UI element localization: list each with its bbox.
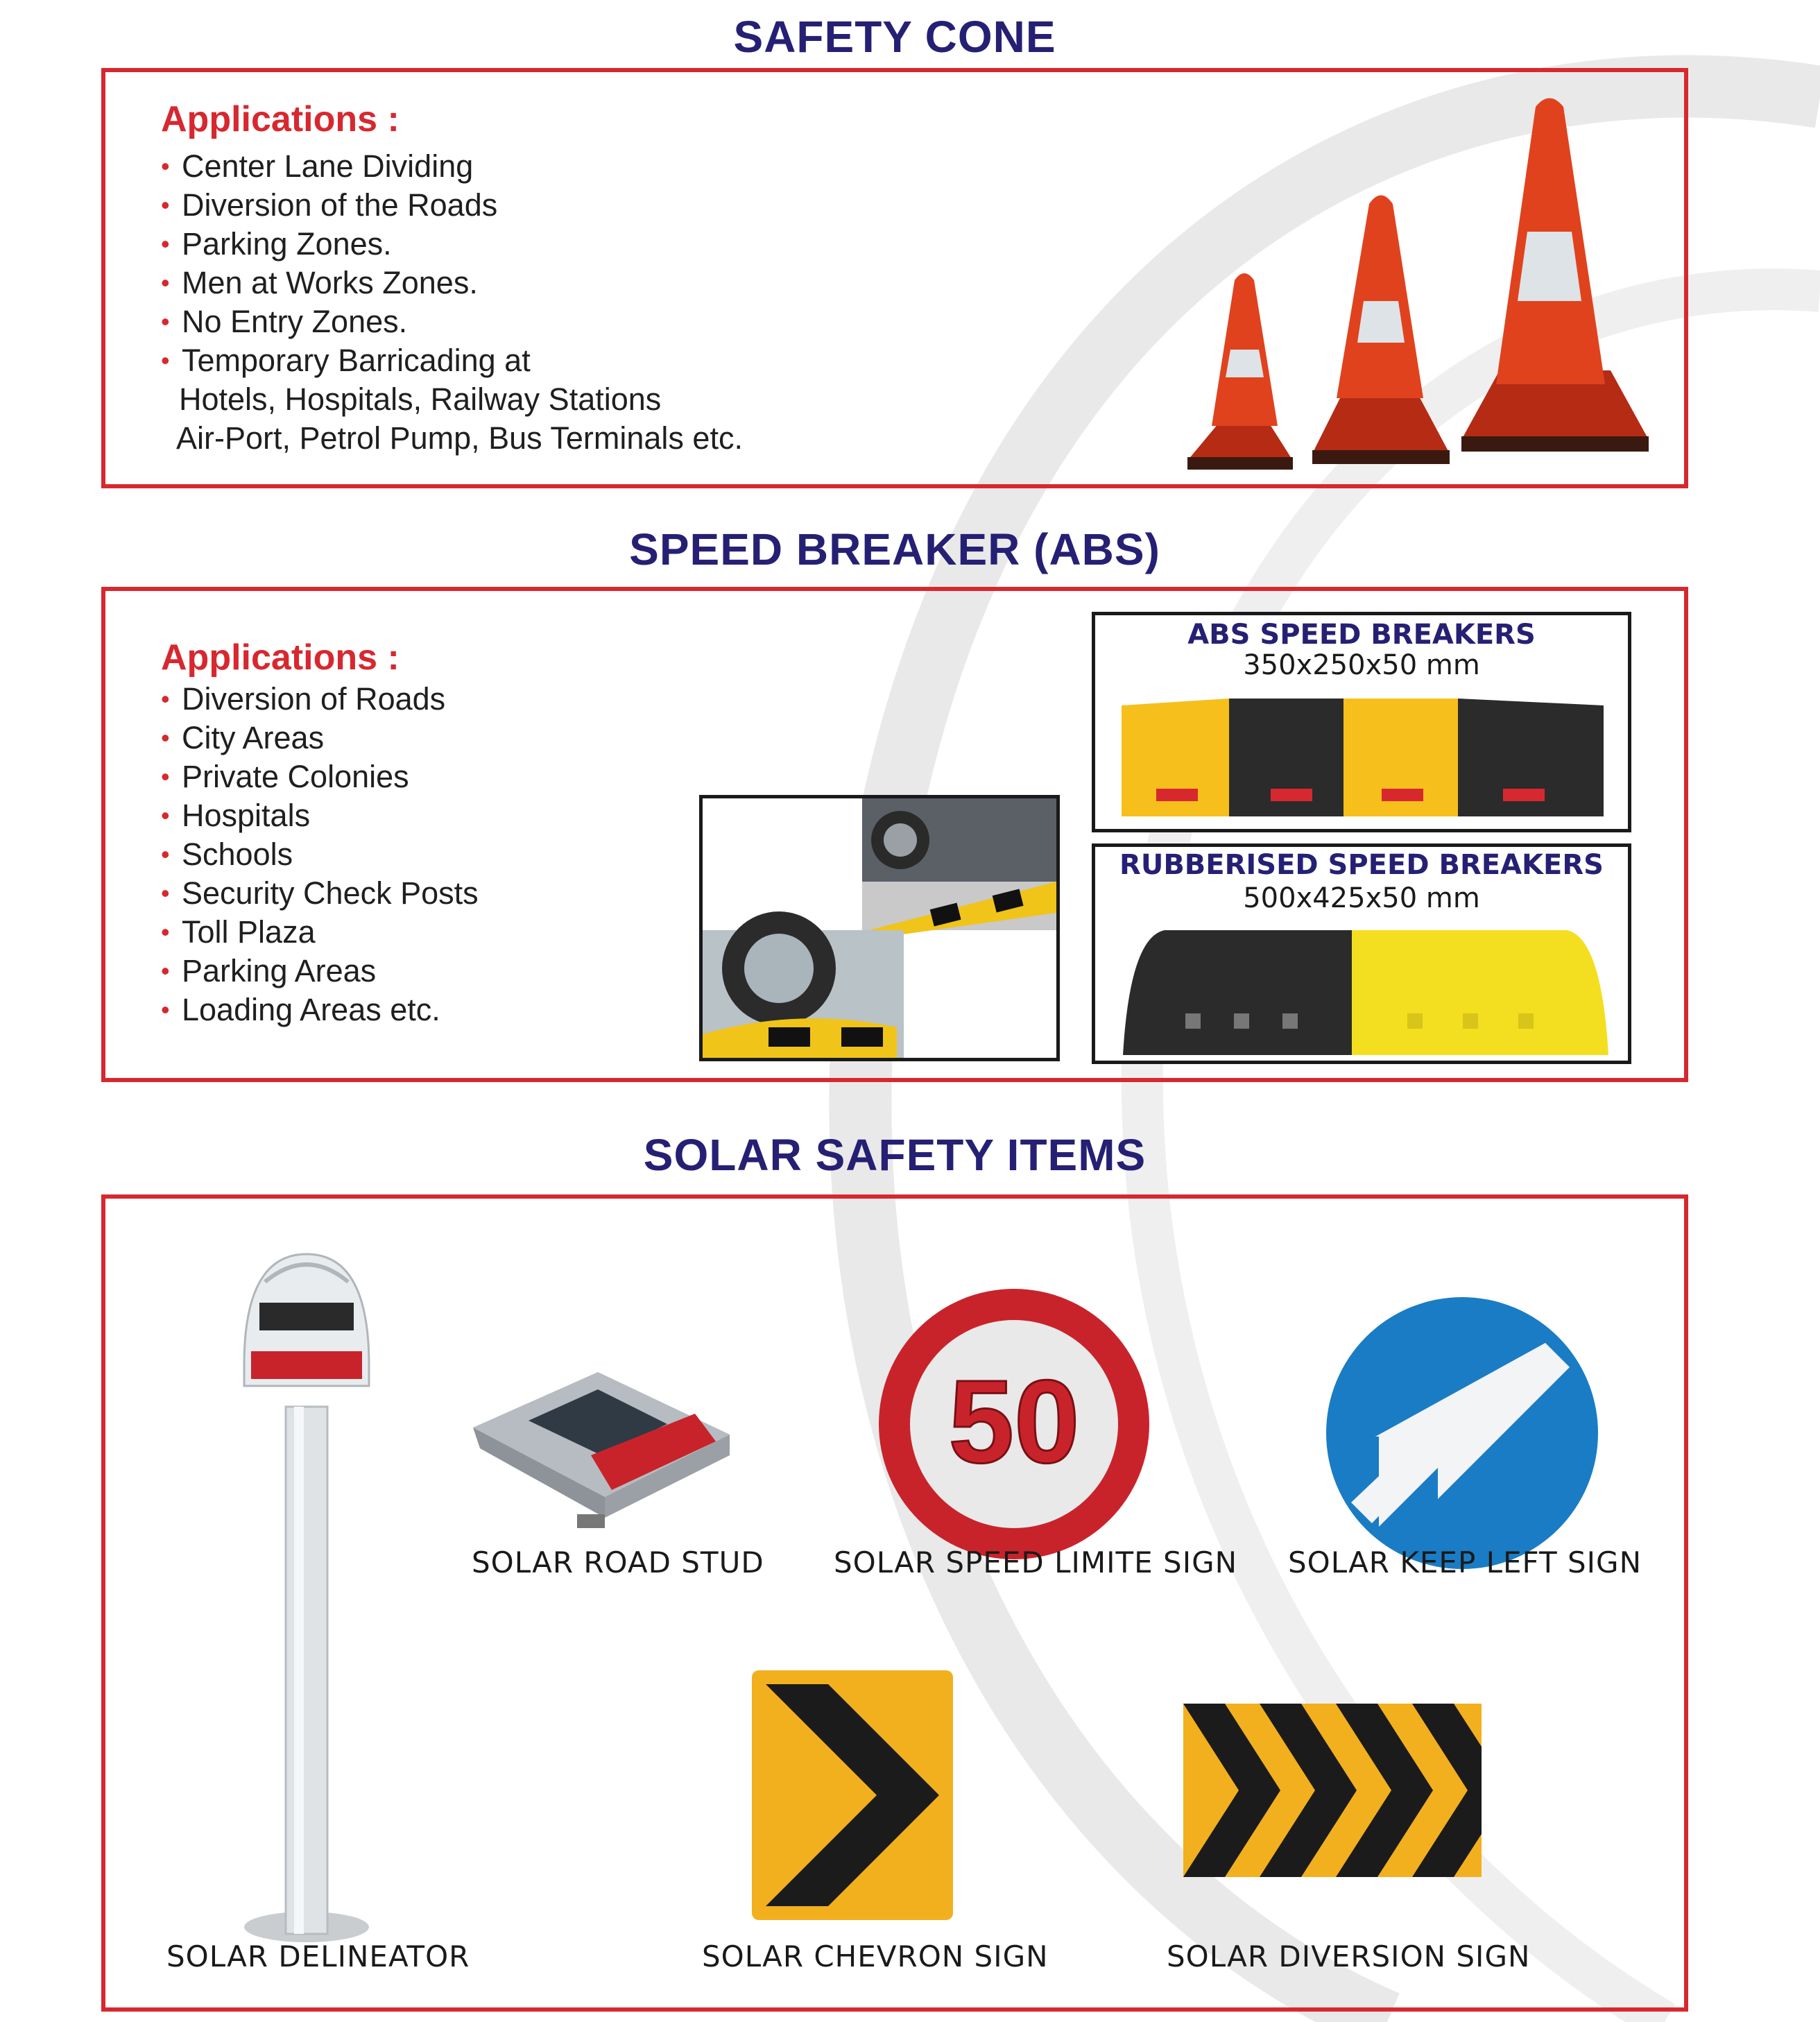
speed-breaker-photo [699, 795, 1060, 1061]
section-title-speed-breaker: SPEED BREAKER (ABS) [629, 524, 1160, 574]
breaker-applications-list [161, 680, 479, 1029]
speed-breaker-panel [101, 587, 1688, 1082]
abs-speed-breaker-box [1092, 612, 1631, 832]
rubber-speed-breaker-name: RUBBERISED SPEED BREAKERS [1119, 849, 1604, 881]
rubber-speed-breaker-size: 500x425x50 mm [1243, 882, 1480, 914]
list-item: • Temporary Barricading at [161, 343, 531, 378]
list-item-continuation: Air-Port, Petrol Pump, Bus Terminals etc. [176, 420, 743, 456]
solar-chevron-image [752, 1670, 953, 1920]
abs-speed-breaker-image [1108, 685, 1614, 823]
section-title-solar-safety: SOLAR SAFETY ITEMS [643, 1130, 1147, 1180]
small-cone-icon [1187, 273, 1293, 470]
solar-keep-left-caption: SOLAR KEEP LEFT SIGN [1287, 1545, 1642, 1579]
list-item: • Diversion of the Roads [161, 187, 498, 223]
solar-chevron-caption: SOLAR CHEVRON SIGN [702, 1939, 1049, 1973]
solar-diversion-caption: SOLAR DIVERSION SIGN [1167, 1939, 1531, 1973]
list-item: • Men at Works Zones. [161, 265, 478, 300]
medium-cone-icon [1312, 196, 1450, 465]
solar-safety-panel [101, 1194, 1688, 2012]
list-item: • Parking Zones. [161, 226, 392, 262]
abs-speed-breaker-name: ABS SPEED BREAKERS [1187, 619, 1536, 651]
abs-speed-breaker-size: 350x250x50 mm [1243, 649, 1480, 681]
solar-keep-left-image [1323, 1294, 1601, 1572]
solar-speed-limit-caption: SOLAR SPEED LIMITE SIGN [834, 1545, 1238, 1579]
list-item-continuation: Hotels, Hospitals, Railway Stations [179, 382, 662, 417]
list-item: • Loading Areas etc. [161, 992, 440, 1027]
cone-applications-list [161, 147, 743, 458]
list-item: • Parking Areas [161, 953, 377, 988]
rubber-speed-breaker-image [1123, 916, 1608, 1062]
solar-speed-limit-image [875, 1285, 1153, 1563]
list-item: • Security Check Posts [161, 875, 479, 911]
applications-heading: Applications : [161, 99, 400, 139]
safety-cones-image [1111, 93, 1680, 495]
list-item: • Center Lane Dividing [161, 148, 474, 184]
solar-delineator-image [216, 1226, 397, 1955]
list-item: • Private Colonies [161, 759, 409, 794]
list-item: • Toll Plaza [161, 914, 316, 950]
large-cone-icon [1461, 98, 1649, 452]
solar-road-stud-image [466, 1358, 737, 1532]
solar-road-stud-caption: SOLAR ROAD STUD [472, 1545, 764, 1579]
rubber-speed-breaker-box [1092, 843, 1631, 1064]
section-title-safety-cone: SAFETY CONE [733, 12, 1056, 62]
solar-delineator-caption: SOLAR DELINEATOR [166, 1939, 470, 1973]
applications-heading: Applications : [161, 637, 400, 678]
list-item: • Hospitals [161, 798, 311, 833]
list-item: • Diversion of Roads [161, 681, 446, 717]
list-item: • No Entry Zones. [161, 304, 408, 339]
solar-diversion-image [1183, 1704, 1482, 1877]
safety-cone-panel [101, 68, 1688, 488]
speed-limit-value: 50 [948, 1356, 1080, 1488]
list-item: • Schools [161, 837, 293, 872]
road-photo-collage [703, 798, 1056, 1058]
list-item: • City Areas [161, 720, 325, 755]
